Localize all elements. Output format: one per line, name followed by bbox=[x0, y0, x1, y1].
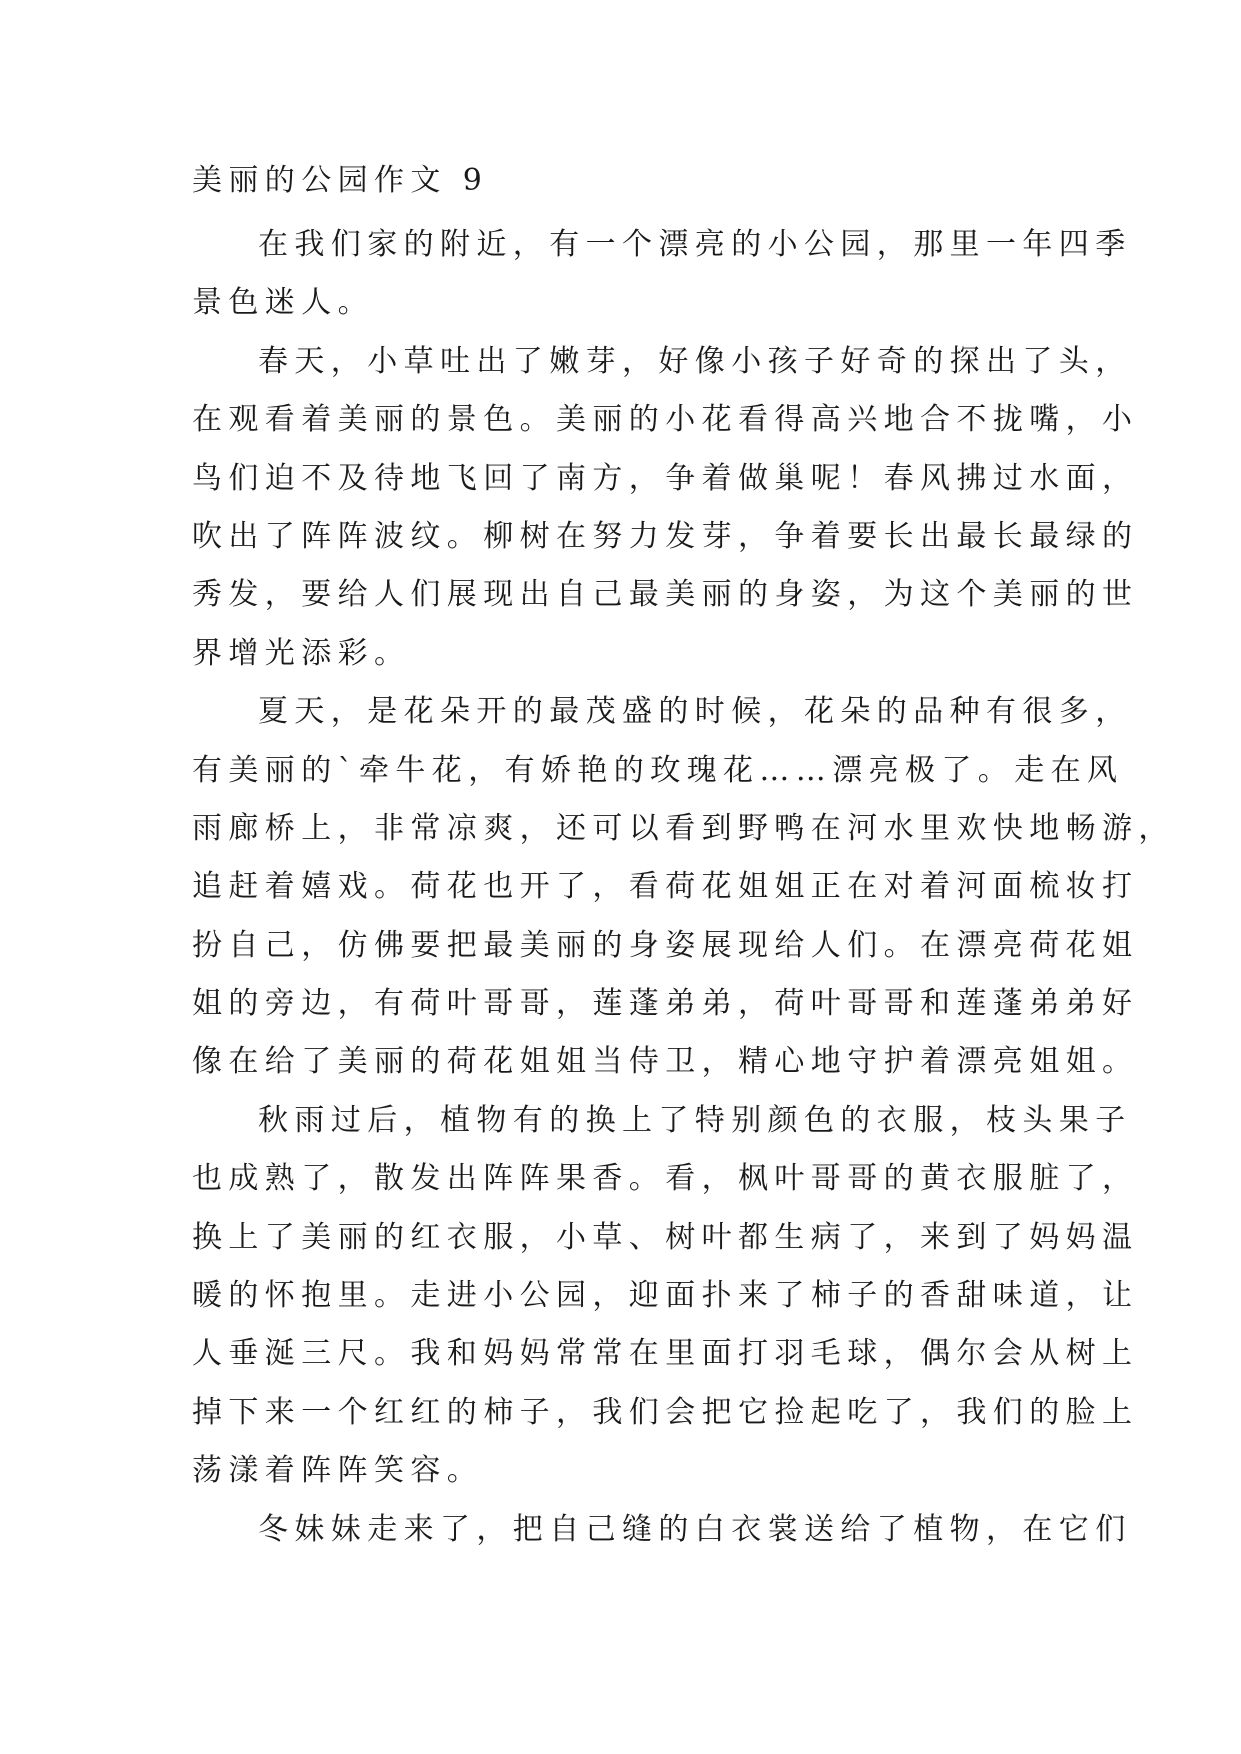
text-line: 荡漾着阵阵笑容。 bbox=[192, 1453, 484, 1489]
text-line: 界增光添彩。 bbox=[192, 635, 411, 671]
text-line: 追赶着嬉戏。荷花也开了，看荷花姐姐正在对着河面梳妆打 bbox=[192, 869, 1139, 905]
text-line: 吹出了阵阵波纹。柳树在努力发芽，争着要长出最长最绿的 bbox=[192, 518, 1139, 554]
text-line: 也成熟了，散发出阵阵果香。看，枫叶哥哥的黄衣服脏了， bbox=[192, 1161, 1139, 1197]
paragraph bbox=[192, 1092, 1139, 1501]
text-line: 人垂涎三尺。我和妈妈常常在里面打羽毛球，偶尔会从树上 bbox=[192, 1336, 1139, 1372]
paragraph bbox=[192, 1501, 1132, 1559]
text-line: 在我们家的附近，有一个漂亮的小公园，那里一年四季 bbox=[258, 227, 1132, 262]
text-line: 暖的怀抱里。走进小公园，迎面扑来了柿子的香甜味道，让 bbox=[192, 1278, 1139, 1314]
paragraph bbox=[192, 333, 1139, 683]
text-line: 秀发，要给人们展现出自己最美丽的身姿，为这个美丽的世 bbox=[192, 577, 1139, 613]
text-line: 有美丽的`牵牛花，有娇艳的玫瑰花……漂亮极了。走在风 bbox=[192, 752, 1124, 788]
document-title: 美丽的公园作文 9 bbox=[192, 163, 489, 198]
text-line: 景色迷人。 bbox=[192, 285, 374, 321]
text-line: 夏天，是花朵开的最茂盛的时候，花朵的品种有很多， bbox=[258, 694, 1132, 730]
text-line: 鸟们迫不及待地飞回了南方，争着做巢呢！春风拂过水面， bbox=[192, 460, 1139, 496]
text-line: 扮自己，仿佛要把最美丽的身姿展现给人们。在漂亮荷花姐 bbox=[192, 927, 1139, 963]
text-line: 在观看着美丽的景色。美丽的小花看得高兴地合不拢嘴，小 bbox=[192, 402, 1139, 438]
text-line: 像在给了美丽的荷花姐姐当侍卫，精心地守护着漂亮姐姐。 bbox=[192, 1044, 1139, 1080]
text-line: 姐的旁边，有荷叶哥哥，莲蓬弟弟，荷叶哥哥和莲蓬弟弟好 bbox=[192, 986, 1139, 1022]
text-line: 雨廊桥上，非常凉爽，还可以看到野鸭在河水里欢快地畅游， bbox=[192, 810, 1175, 846]
text-line: 春天，小草吐出了嫩芽，好像小孩子好奇的探出了头， bbox=[258, 343, 1132, 379]
text-line: 冬妹妹走来了，把自己缝的白衣裳送给了植物，在它们 bbox=[258, 1511, 1132, 1547]
text-line: 掉下来一个红红的柿子，我们会把它捡起吃了，我们的脸上 bbox=[192, 1394, 1139, 1430]
text-line: 秋雨过后，植物有的换上了特别颜色的衣服，枝头果子 bbox=[258, 1102, 1132, 1138]
document-body bbox=[192, 160, 1175, 1559]
paragraph bbox=[192, 216, 1132, 333]
text-line: 换上了美丽的红衣服，小草、树叶都生病了，来到了妈妈温 bbox=[192, 1219, 1139, 1255]
paragraph bbox=[192, 683, 1175, 1092]
